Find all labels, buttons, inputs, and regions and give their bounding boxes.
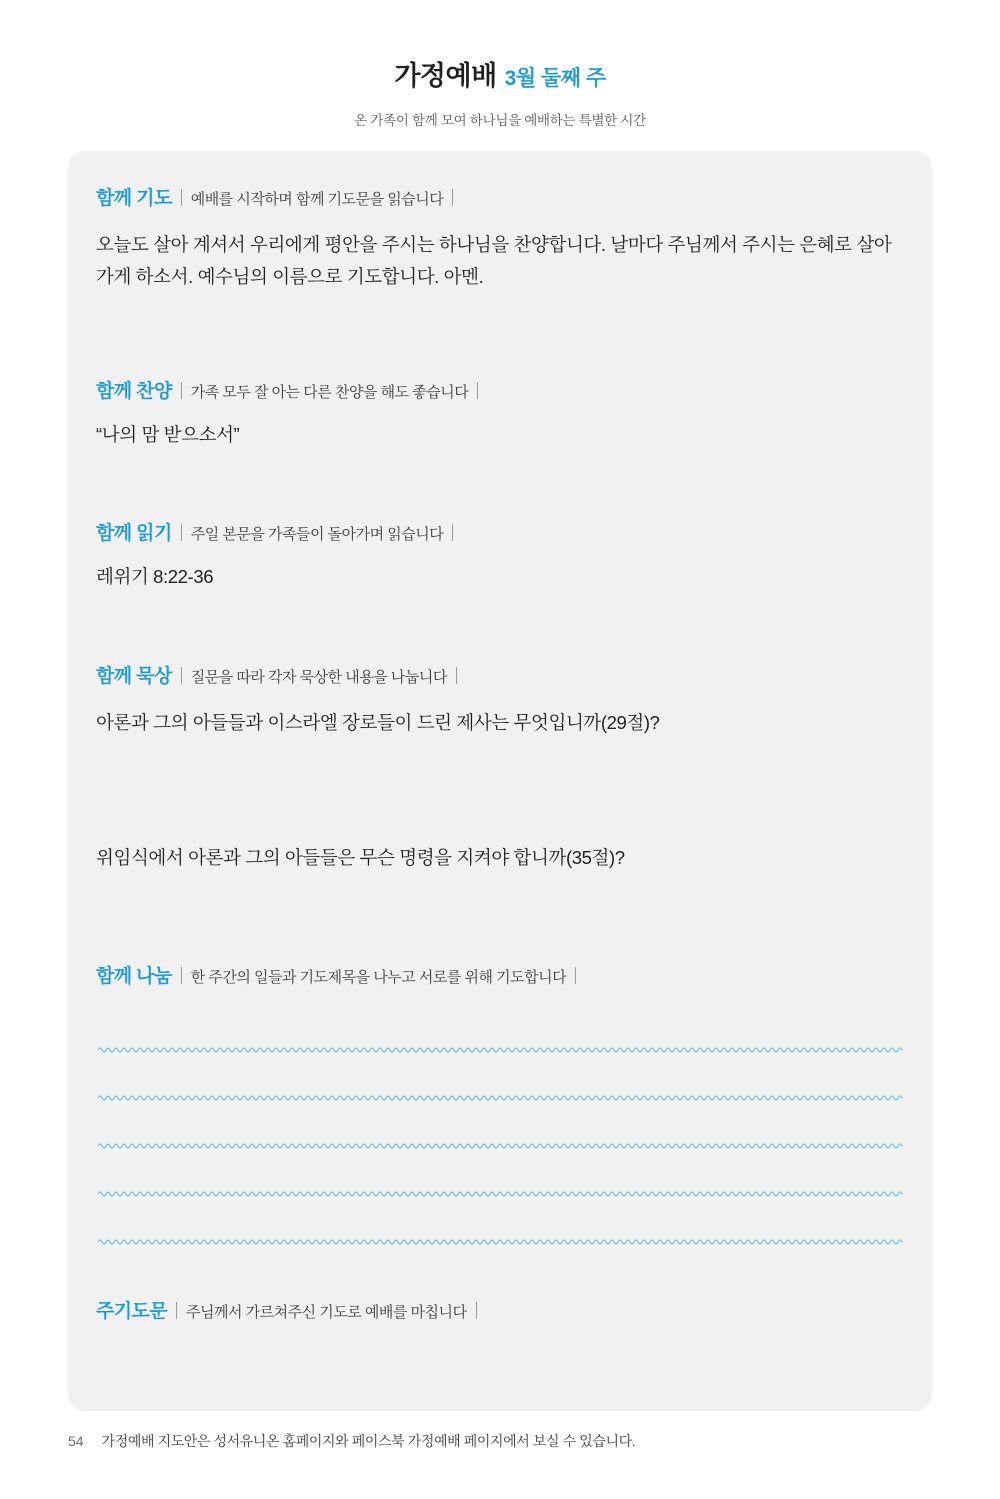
note-line[interactable]: [98, 1054, 902, 1102]
section-header: [96, 661, 904, 688]
section-label: 주기도문: [96, 1301, 168, 1322]
section-label: 함께 기도: [96, 188, 172, 209]
section-together-reading: [96, 518, 904, 593]
note-line[interactable]: [98, 1006, 902, 1054]
page-number: 54: [68, 1433, 84, 1449]
section-label: 함께 읽기: [96, 523, 172, 544]
note-writing-area[interactable]: [98, 1006, 902, 1246]
section-description: 질문을 따라 각자 묵상한 내용을 나눕니다: [190, 669, 447, 686]
page-header: [0, 0, 1000, 129]
divider-bar: [181, 524, 182, 541]
section-header: [96, 376, 904, 403]
section-together-meditation: [96, 661, 904, 875]
page-subtitle: 온 가족이 함께 모여 하나님을 예배하는 특별한 시간: [354, 112, 646, 128]
section-header: [96, 518, 904, 545]
worship-card: [68, 151, 932, 1411]
section-description: 가족 모두 잘 아는 다른 찬양을 해도 좋습니다: [190, 384, 469, 401]
divider-bar: [575, 967, 576, 984]
section-together-sharing: [96, 961, 904, 988]
section-label: 함께 나눔: [96, 966, 172, 987]
section-together-prayer: [96, 183, 904, 294]
praise-song-title: “나의 맘 받으소서”: [96, 424, 240, 445]
divider-bar: [477, 382, 478, 399]
divider-bar: [181, 382, 182, 399]
note-line[interactable]: [98, 1102, 902, 1150]
section-description: 주님께서 가르쳐주신 기도로 예배를 마칩니다: [186, 1304, 467, 1321]
section-description: 주일 본문을 가족들이 돌아가며 읽습니다: [190, 526, 444, 543]
section-label: 함께 찬양: [96, 381, 172, 402]
divider-bar: [181, 189, 182, 206]
section-header: [96, 183, 904, 210]
divider-bar: [452, 189, 453, 206]
section-header: [96, 1296, 904, 1323]
scripture-reference: 레위기 8:22-36: [96, 566, 214, 587]
prayer-text: 오늘도 살아 계셔서 우리에게 평안을 주시는 하나님을 찬양합니다. 날마다 주님께서 주시는 은혜로 살아가게 하소서. 예수님의 이름으로 기도합니다. 아멘.: [96, 234, 892, 288]
divider-bar: [181, 667, 182, 684]
divider-bar: [476, 1302, 477, 1319]
divider-bar: [452, 524, 453, 541]
meditation-question-1: 아론과 그의 아들들과 이스라엘 장로들이 드린 제사는 무엇입니까(29절)?: [96, 712, 660, 733]
divider-bar: [176, 1302, 177, 1319]
page-title: [0, 62, 1000, 92]
note-line[interactable]: [98, 1150, 902, 1198]
meditation-question-2: 위임식에서 아론과 그의 아들들은 무슨 명령을 지켜야 합니까(35절)?: [96, 847, 625, 869]
page-title-main: 가정예배: [394, 61, 497, 91]
footer-note: 가정예배 지도안은 성서유니온 홈페이지와 페이스북 가정예배 페이지에서 보실 수 있습니다.: [101, 1433, 636, 1449]
divider-bar: [181, 967, 182, 984]
page-title-week: 3월 둘째 주: [504, 67, 606, 90]
note-line[interactable]: [98, 1198, 902, 1246]
section-header: [96, 961, 904, 988]
section-label: 함께 묵상: [96, 666, 172, 687]
page-footer: [68, 1431, 932, 1451]
divider-bar: [456, 667, 457, 684]
section-description: 예배를 시작하며 함께 기도문을 읽습니다: [190, 191, 444, 208]
section-description: 한 주간의 일들과 기도제목을 나누고 서로를 위해 기도합니다: [190, 969, 567, 986]
section-lords-prayer: [96, 1296, 904, 1323]
section-together-praise: [96, 376, 904, 451]
